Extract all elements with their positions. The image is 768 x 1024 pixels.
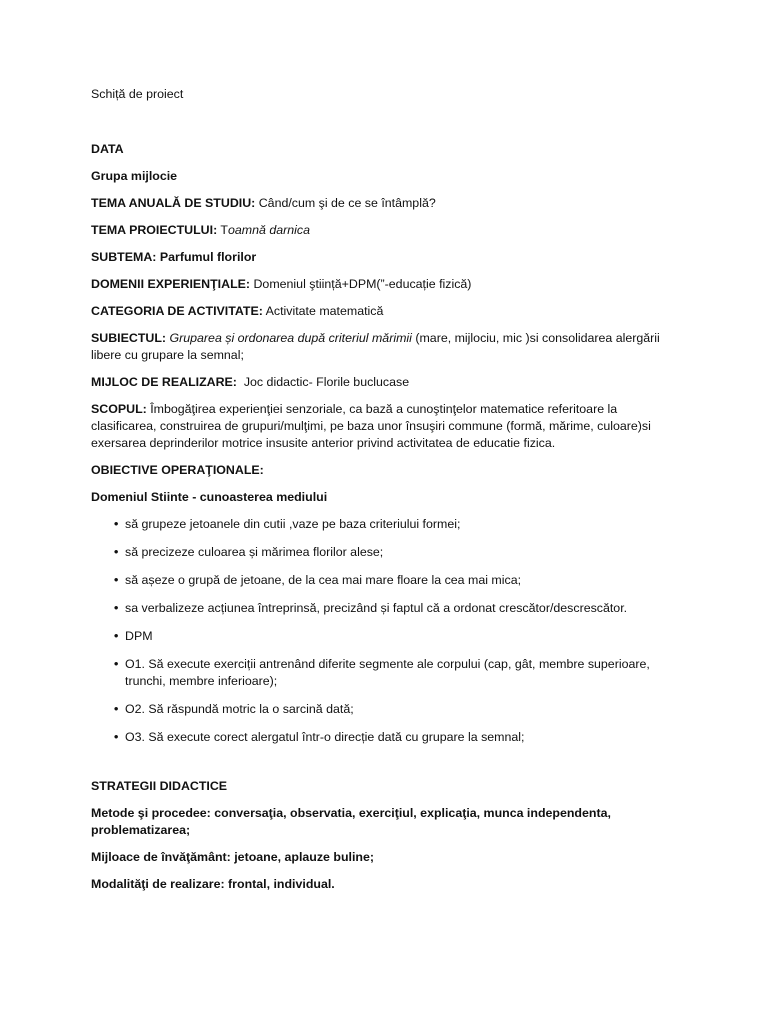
annual-theme <box>91 195 666 212</box>
experiential-domains <box>91 276 666 293</box>
document-page <box>91 86 666 903</box>
list-item-text: sa verbalizeze acțiunea întreprinsă, precizând și faptul că a ordonat crescător/descrescător. <box>125 601 628 615</box>
teaching-means-label: Mijloace de învăţământ: <box>91 850 231 864</box>
list-item-text: să grupeze jetoanele din cutii ,vaze pe baza criteriului formei; <box>125 517 461 531</box>
project-theme-label: TEMA PROIECTULUI: <box>91 223 218 237</box>
list-item <box>91 628 666 645</box>
annual-theme-label: TEMA ANUALĂ DE STUDIU: <box>91 196 256 210</box>
purpose-value: Îmbogăţirea experienţiei senzoriale, ca bază a cunoştinţelor matematice referitoare la clasificarea, construirea de grupuri/mulţimi, pe baza unor însuşiri commune (formă, mărime, culoare)si exersarea deprinderilor motrice insusite anterior privind activitatea de educatie fizica. <box>91 402 651 450</box>
realization-modes-value: frontal, individual. <box>228 877 335 891</box>
methods-value: conversaţia, observatia, exerciţiul, explicaţia, munca independenta, problematizarea; <box>91 806 611 837</box>
bullet-icon: • <box>114 657 119 671</box>
list-item-text: să precizeze culoarea și mărimea florilor alese; <box>125 545 384 559</box>
spacer <box>91 757 666 778</box>
means-of-realization <box>91 374 666 391</box>
document-title: Schiță de proiect <box>91 87 184 101</box>
list-item-text: O3. Să execute corect alergatul într-o direcție dată cu grupare la semnal; <box>125 730 525 744</box>
activity-category <box>91 303 666 320</box>
group-line: Grupa mijlocie <box>91 169 178 183</box>
operational-objectives-heading: OBIECTIVE OPERAŢIONALE: <box>91 463 264 477</box>
bullet-icon: • <box>114 730 119 744</box>
objectives-list <box>91 516 666 746</box>
annual-theme-value: Când/cum şi de ce se întâmplă? <box>258 196 436 210</box>
subtheme <box>91 249 666 266</box>
subject-value: (mare, mijlociu, mic )si consolidarea alergării libere cu grupare la semnal; <box>91 331 660 362</box>
bullet-icon: • <box>114 573 119 587</box>
list-item <box>91 701 666 718</box>
means-of-realization-label: MIJLOC DE REALIZARE: <box>91 375 237 389</box>
list-item-text: să așeze o grupă de jetoane, de la cea mai mare floare la cea mai mica; <box>125 573 522 587</box>
subject-label: SUBIECTUL: <box>91 331 167 345</box>
spacer <box>91 103 666 141</box>
teaching-means <box>91 849 666 866</box>
activity-category-value: Activitate matematică <box>265 304 384 318</box>
list-item-text: O2. Să răspundă motric la o sarcină dată; <box>125 702 354 716</box>
subject-value-italic: Gruparea și ordonarea după criteriul mărimii <box>169 331 412 345</box>
list-item-text: O1. Să execute exerciții antrenând diferite segmente ale corpului (cap, gât, membre superioare, trunchi, membre inferioare); <box>125 657 650 688</box>
subtheme-value: Parfumul florilor <box>159 250 257 264</box>
date-line: DATA <box>91 142 124 156</box>
strategies-heading: STRATEGII DIDACTICE <box>91 779 228 793</box>
project-theme <box>91 222 666 239</box>
bullet-icon: • <box>114 702 119 716</box>
bullet-icon: • <box>114 545 119 559</box>
project-theme-value: oamnă darnica <box>228 223 310 237</box>
bullet-icon: • <box>114 517 119 531</box>
subtheme-label: SUBTEMA: <box>91 250 157 264</box>
realization-modes-label: Modalităţi de realizare: <box>91 877 225 891</box>
project-theme-value-prefix: T <box>220 223 228 237</box>
means-of-realization-value: Joc didactic- Florile buclucase <box>243 375 410 389</box>
purpose <box>91 401 666 452</box>
activity-category-label: CATEGORIA DE ACTIVITATE: <box>91 304 263 318</box>
bullet-icon: • <box>114 601 119 615</box>
subject <box>91 330 666 364</box>
list-item <box>91 572 666 589</box>
list-item-text: DPM <box>125 629 153 643</box>
list-item <box>91 600 666 617</box>
realization-modes <box>91 876 666 893</box>
methods-label: Metode şi procedee: <box>91 806 211 820</box>
methods <box>91 805 666 839</box>
experiential-domains-value: Domeniul ştiință+DPM(”-educație fizică) <box>253 277 472 291</box>
science-domain-heading: Domeniul Stiinte - cunoasterea mediului <box>91 490 328 504</box>
teaching-means-value: jetoane, aplauze buline; <box>234 850 374 864</box>
list-item <box>91 544 666 561</box>
list-item <box>91 729 666 746</box>
purpose-label: SCOPUL: <box>91 402 147 416</box>
bullet-icon: • <box>114 629 119 643</box>
list-item <box>91 516 666 533</box>
experiential-domains-label: DOMENII EXPERIENŢIALE: <box>91 277 251 291</box>
list-item <box>91 656 666 690</box>
